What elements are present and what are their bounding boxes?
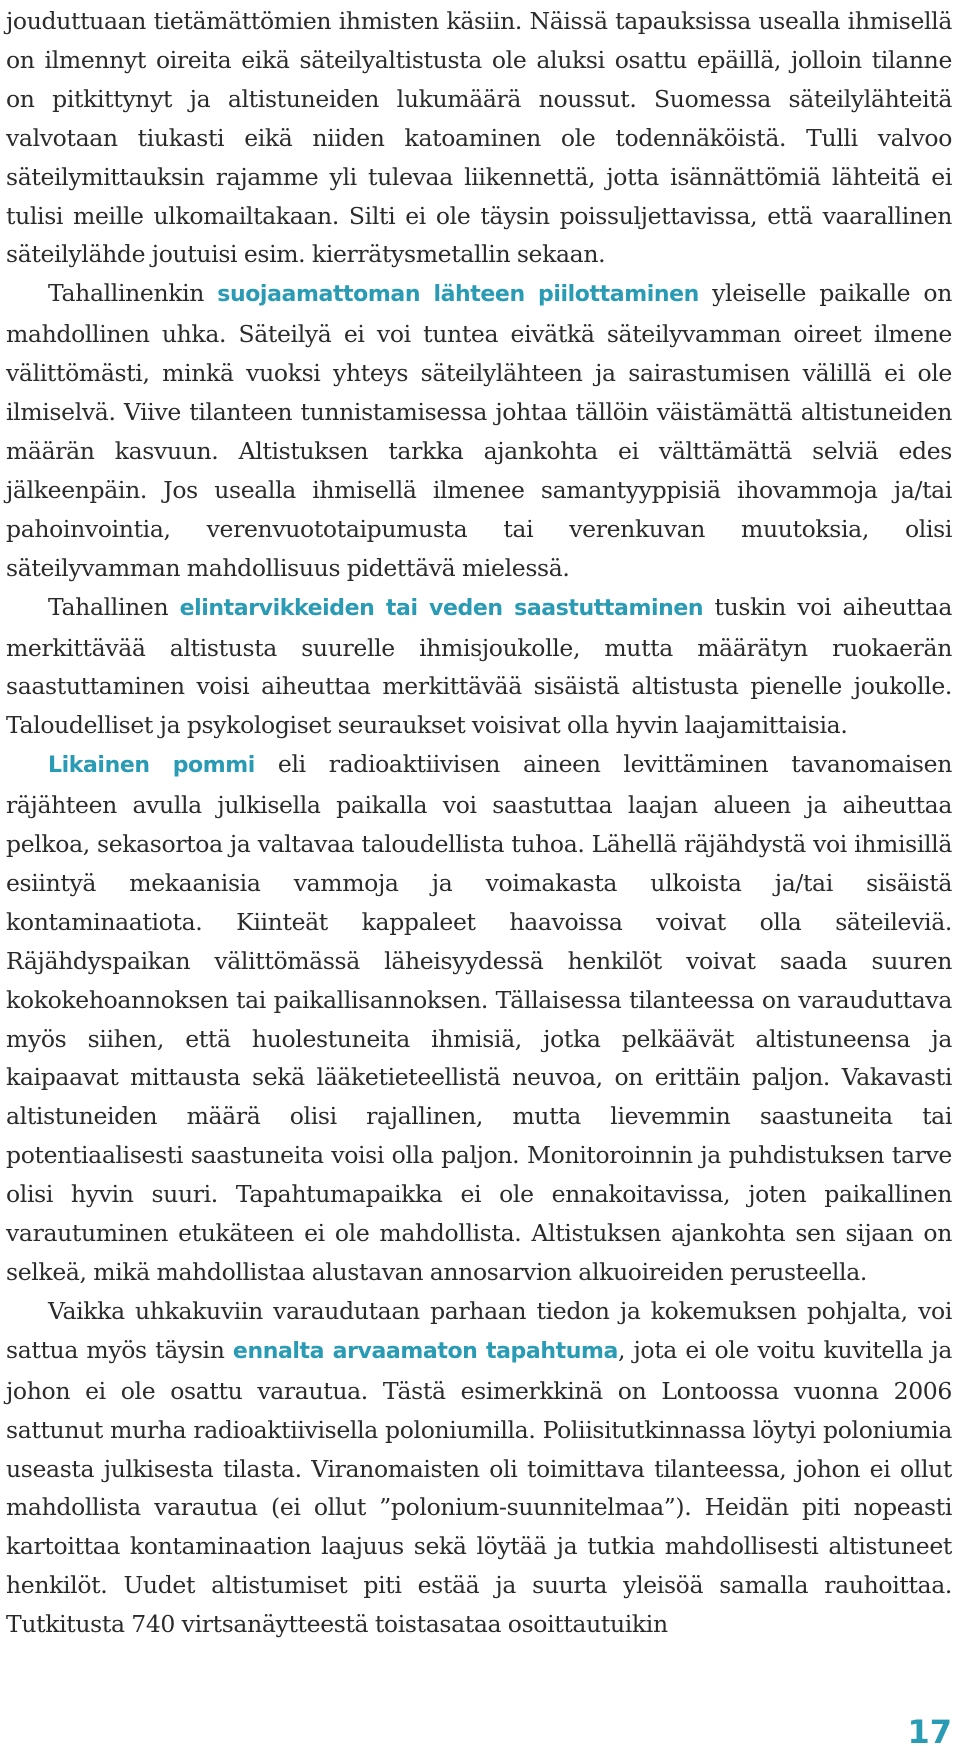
paragraph — [6, 1292, 952, 1644]
text-segment: jouduttuaan tietämättömien ihmisten käsiin. Näissä tapauksissa usealla ihmisellä on ilmennyt oireita eikä säteilyaltistusta ole aluksi osattu epäillä, jolloin tilanne on pitkittynyt ja altistuneiden lukumäärä noussut. Suomessa säteilylähteitä valvotaan tiukasti eikä niiden katoaminen ole todennäköistä. Tulli valvoo säteilymittauksin rajamme yli tulevaa liikennettä, jotta isännättömiä lähteitä ei tulisi meille ulkomailtakaan. Silti ei ole täysin poissuljettavissa, että vaarallinen säteilylähde joutuisi esim. kierrätysmetallin sekaan. — [6, 7, 952, 269]
highlighted-term: ennalta arvaamaton tapahtuma — [232, 1338, 618, 1364]
body-text — [6, 2, 952, 1644]
paragraph — [6, 2, 952, 274]
text-segment: eli radioaktiivisen aineen levittäminen tavanomaisen räjähteen avulla julkisella paikalla voi saastuttaa laajan alueen ja aiheuttaa pelkoa, sekasortoa ja valtavaa taloudellista tuhoa. Lähellä räjähdystä voi ihmisillä esiintyä mekaanisia vammoja ja voimakasta ulkoista ja/tai sisäistä kontaminaatiota. Kiinteät kappaleet haavoissa voivat olla säteileviä. Räjähdyspaikan välittömässä läheisyydessä henkilöt voivat saada suuren kokokehoannoksen tai paikallisannoksen. Tällaisessa tilanteessa on varauduttava myös siihen, että huolestuneita ihmisiä, jotka pelkäävät altistuneensa ja kaipaavat mittausta sekä lääketieteellistä neuvoa, on erittäin paljon. Vakavasti altistuneiden määrä olisi rajallinen, mutta lievemmin saastuneita tai potentiaalisesti saastuneita voisi olla paljon. Monitoroinnin ja puhdistuksen tarve olisi hyvin suuri. Tapahtumapaikka ei ole ennakoitavissa, joten paikallinen varautuminen etukäteen ei ole mahdollista. Altistuksen ajankohta sen sijaan on selkeä, mikä mahdollistaa alustavan annosarvion alkuoireiden perusteella. — [6, 750, 952, 1286]
text-segment: Vaikka uhkakuviin varaudutaan parhaan tiedon ja kokemuksen pohjalta, voi sattua myös täysin — [6, 1296, 952, 1364]
text-segment: , jota ei ole voitu kuvitella ja johon ei ole osattu varautua. Tästä esimerkkinä on Lontoossa vuonna 2006 sattunut murha radioaktiivisella poloniumilla. Poliisitutkinnassa löytyi poloniumia useasta julkisesta tilasta. Viranomaisten oli toimittava tilanteessa, johon ei ollut mahdollista varautua (ei ollut ”polonium-suunnitelmaa”). Heidän piti nopeasti kartoittaa kontaminaation laajuus sekä löytää ja tutkia mahdollisesti altistuneet henkilöt. Uudet altistumiset piti estää ja suurta yleisöä samalla rauhoittaa. Tutkitusta 740 virtsanäytteestä toistasataa osoittautuikin — [6, 1335, 952, 1639]
text-segment: yleiselle paikalle on mahdollinen uhka. Säteilyä ei voi tuntea eivätkä säteilyvamman oireet ilmene välittömästi, minkä vuoksi yhteys säteilylähteen ja sairastumisen välillä ei ole ilmiselvä. Viive tilanteen tunnistamisessa johtaa tällöin väistämättä altistuneiden määrän kasvuun. Altistuksen tarkka ajankohta ei välttämättä selviä edes jälkeenpäin. Jos usealla ihmisellä ilmenee samantyyppisiä ihovammoja ja/tai pahoinvointia, verenvuototaipumusta tai verenkuvan muutoksia, olisi säteilyvamman mahdollisuus pidettävä mielessä. — [6, 279, 952, 582]
text-segment: Tahallinen — [48, 592, 180, 621]
page-number: 17 — [907, 1713, 952, 1751]
paragraph — [6, 588, 952, 746]
highlighted-term: elintarvikkeiden tai veden saastuttaminen — [179, 595, 704, 621]
highlighted-term: Likainen pommi — [48, 753, 255, 779]
text-segment: Tahallinenkin — [48, 279, 218, 308]
highlighted-term: suojaamattoman lähteen piilottaminen — [217, 282, 699, 308]
paragraph — [6, 274, 952, 587]
text-segment: tuskin voi aiheuttaa merkittävää altistusta suurelle ihmisjoukolle, mutta määrätyn ruokaerän saastuttaminen voisi aiheuttaa merkittävää sisäistä altistusta pienelle joukolle. Taloudelliset ja psykologiset seuraukset voisivat olla hyvin laajamittaisia. — [6, 592, 952, 740]
paragraph — [6, 745, 952, 1292]
